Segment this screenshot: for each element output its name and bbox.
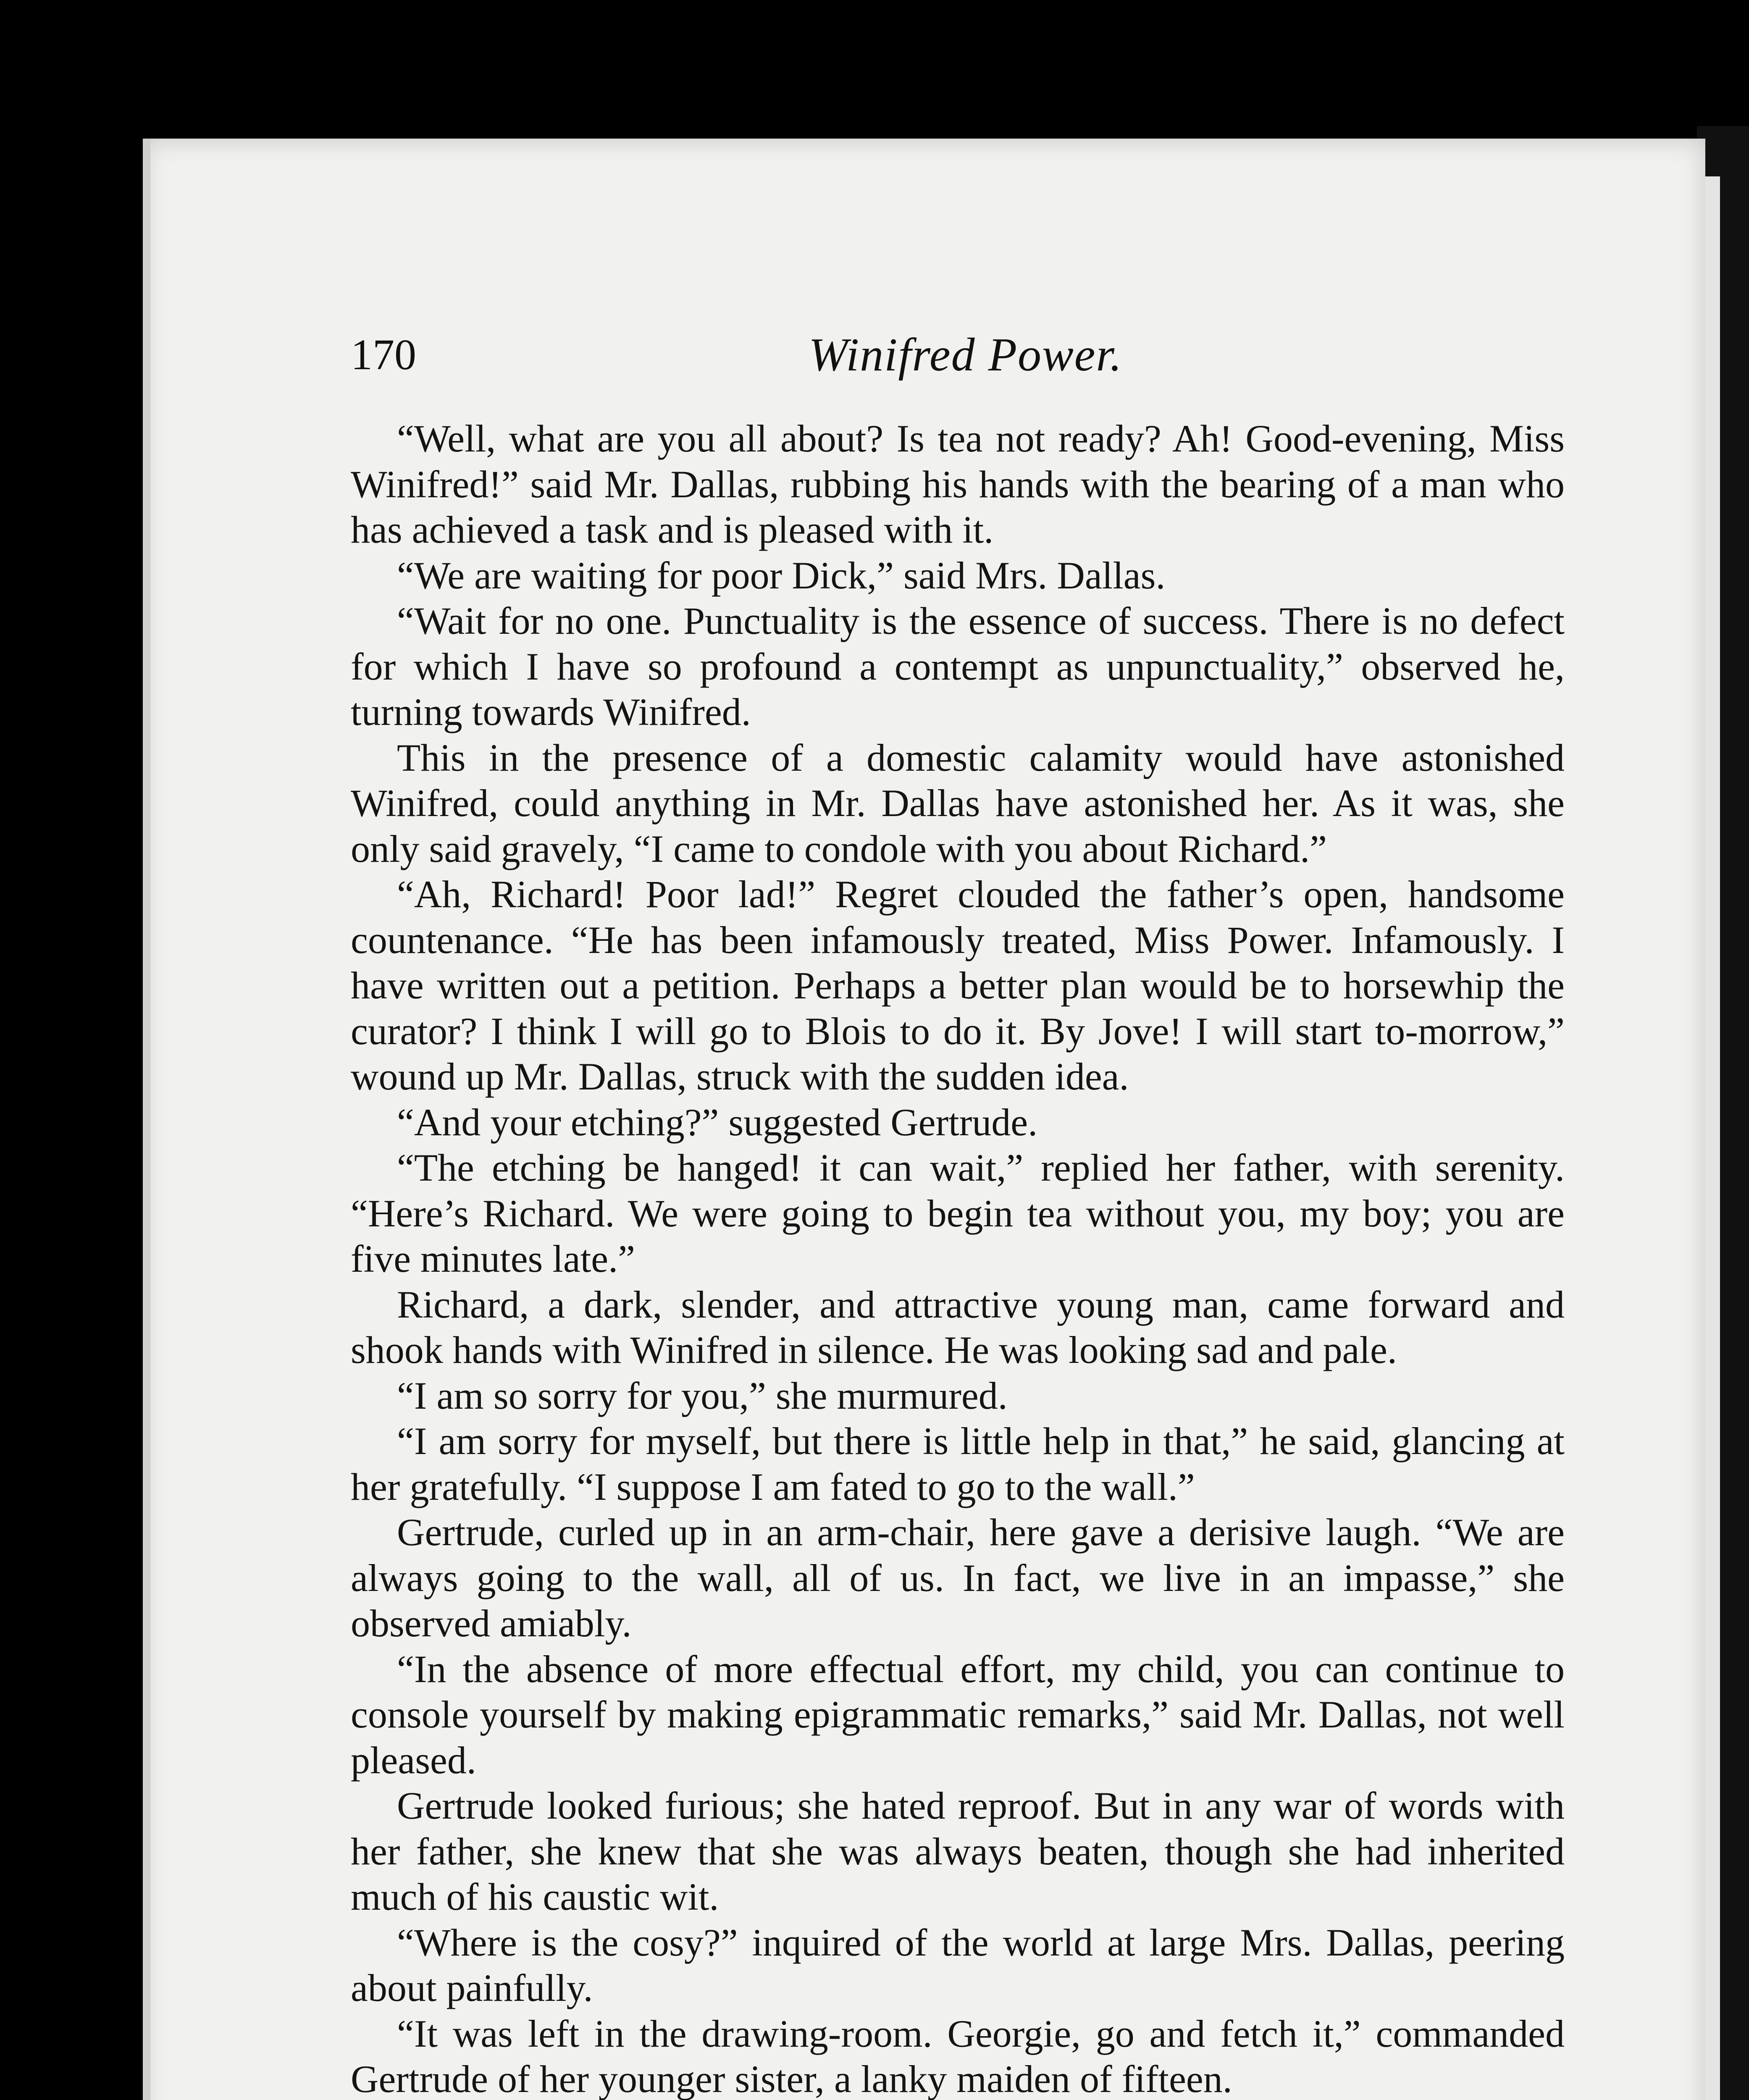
paragraph: “It was left in the drawing-room. Georgie, go and fetch it,” commanded Gertrude of her younger sister, a lanky maiden of fifteen. [351, 2012, 1565, 2100]
paragraph: “Wait for no one. Punctuality is the essence of success. There is no defect for which I have so profound a contempt as unpunctuality,” observed he, turning towards Winifred. [351, 599, 1565, 733]
page-left-edge [143, 139, 150, 2100]
paragraph: “Well, what are you all about? Is tea not ready? Ah! Good-evening, Miss Winifred!” said Mr. Dallas, rubbing his hands with the bearing of a man who has achieved a task and is pleased with it. [351, 417, 1565, 551]
page-number: 170 [351, 331, 416, 379]
paragraph: “I am so sorry for you,” she murmured. [397, 1374, 1008, 1417]
paragraph: This in the presence of a domestic calamity would have astonished Winifred, could anything in Mr. Dallas have astonished her. As it was, she only said gravely, “I came to condole with you about Richard.” [351, 736, 1565, 870]
paragraph: “And your etching?” suggested Gertrude. [397, 1100, 1038, 1144]
paragraph: “Ah, Richard! Poor lad!” Regret clouded the father’s open, handsome countenance. “He has been infamously treated, Miss Power. Infamously. I have written out a petition. Perhaps a better plan would be to horsewhip the curator? I think I will go to Blois to do it. By Jove! I will start to-morrow,” wound up Mr. Dallas, struck with the sudden idea. [351, 873, 1565, 1098]
next-page-edge [1703, 176, 1720, 2100]
paragraph: “In the absence of more effectual effort, my child, you can continue to console yourself by making epigrammatic remarks,” said Mr. Dallas, not well pleased. [351, 1647, 1565, 1782]
paragraph: “I am sorry for myself, but there is little help in that,” he said, glancing at her gratefully. “I suppose I am fated to go to the wall.” [351, 1420, 1565, 1508]
paragraph: “Where is the cosy?” inquired of the world at large Mrs. Dallas, peering about painfully. [351, 1921, 1565, 2009]
paragraph: Richard, a dark, slender, and attractive young man, came forward and shook hands with Winifred in silence. He was looking sad and pale. [351, 1283, 1565, 1371]
paragraph: Gertrude looked furious; she hated reproof. But in any war of words with her father, she knew that she was always beaten, though she had inherited much of his caustic wit. [351, 1784, 1565, 1918]
paragraph: “The etching be hanged! it can wait,” replied her father, with serenity. “Here’s Richard. We were going to begin tea without you, my boy; you are five minutes late.” [351, 1146, 1565, 1280]
body-text [351, 416, 1565, 2100]
running-title: Winifred Power. [809, 329, 1123, 381]
paragraph: Gertrude, curled up in an arm-chair, here gave a derisive laugh. “We are always going to the wall, all of us. In fact, we live in an impasse,” she observed amiably. [351, 1511, 1565, 1645]
paragraph: “We are waiting for poor Dick,” said Mrs. Dallas. [397, 554, 1166, 597]
running-head [351, 323, 1565, 386]
